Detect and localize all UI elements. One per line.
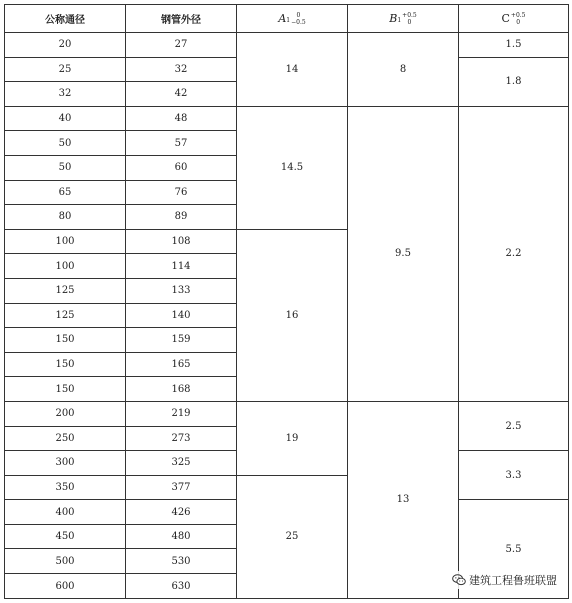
header-b [348, 5, 459, 33]
watermark [449, 571, 560, 589]
header-a [237, 5, 348, 33]
cell-od: 57 [126, 131, 237, 156]
cell-od: 108 [126, 229, 237, 254]
cell-od: 426 [126, 500, 237, 525]
cell-dn: 350 [5, 475, 126, 500]
cell-dn: 150 [5, 328, 126, 353]
cell-c: 1.5 [459, 33, 569, 58]
cell-dn: 80 [5, 205, 126, 230]
cell-dn: 500 [5, 549, 126, 574]
cell-dn: 65 [5, 180, 126, 205]
cell-od: 530 [126, 549, 237, 574]
header-a-sub: 1 [286, 16, 291, 24]
header-pipe-od: 钢管外径 [126, 5, 237, 33]
header-b-sub: 1 [397, 16, 402, 24]
header-a-main: A [278, 11, 287, 25]
header-a-lower: −0.5 [291, 18, 306, 26]
cell-b: 13 [348, 401, 459, 598]
cell-od: 133 [126, 278, 237, 303]
cell-od: 273 [126, 426, 237, 451]
cell-a: 14.5 [237, 106, 348, 229]
cell-b: 8 [348, 33, 459, 107]
cell-dn: 40 [5, 106, 126, 131]
header-b-upper: +0.5 [402, 11, 417, 19]
header-row [5, 5, 569, 33]
cell-od: 480 [126, 524, 237, 549]
wechat-icon [452, 573, 466, 587]
cell-a: 25 [237, 475, 348, 598]
cell-b: 9.5 [348, 106, 459, 401]
header-b-main: B [389, 11, 398, 25]
cell-dn: 25 [5, 57, 126, 82]
table-row [5, 106, 569, 131]
header-a-upper: 0 [296, 11, 301, 19]
header-c [459, 5, 569, 33]
cell-od: 60 [126, 155, 237, 180]
dimension-table [4, 4, 569, 599]
cell-dn: 200 [5, 401, 126, 426]
cell-od: 48 [126, 106, 237, 131]
watermark-text: 建筑工程鲁班联盟 [469, 574, 557, 587]
cell-od: 89 [126, 205, 237, 230]
cell-dn: 50 [5, 155, 126, 180]
cell-dn: 600 [5, 574, 126, 599]
cell-od: 114 [126, 254, 237, 279]
cell-dn: 300 [5, 451, 126, 476]
cell-dn: 50 [5, 131, 126, 156]
cell-a: 16 [237, 229, 348, 401]
cell-od: 76 [126, 180, 237, 205]
cell-od: 27 [126, 33, 237, 58]
header-c-main: C [501, 11, 510, 25]
cell-c: 2.5 [459, 401, 569, 450]
cell-od: 630 [126, 574, 237, 599]
cell-od: 325 [126, 451, 237, 476]
cell-dn: 150 [5, 377, 126, 402]
cell-c: 3.3 [459, 451, 569, 500]
cell-c: 2.2 [459, 106, 569, 401]
cell-dn: 125 [5, 303, 126, 328]
cell-dn: 20 [5, 33, 126, 58]
cell-od: 168 [126, 377, 237, 402]
cell-od: 165 [126, 352, 237, 377]
cell-dn: 450 [5, 524, 126, 549]
cell-od: 140 [126, 303, 237, 328]
cell-dn: 400 [5, 500, 126, 525]
cell-od: 32 [126, 57, 237, 82]
cell-dn: 100 [5, 229, 126, 254]
cell-dn: 250 [5, 426, 126, 451]
cell-a: 14 [237, 33, 348, 107]
cell-a: 19 [237, 401, 348, 475]
cell-od: 42 [126, 82, 237, 107]
table-row [5, 401, 569, 426]
header-c-lower: 0 [516, 18, 521, 26]
cell-dn: 32 [5, 82, 126, 107]
header-nominal-diameter: 公称通径 [5, 5, 126, 33]
header-c-upper: +0.5 [510, 11, 526, 19]
cell-od: 159 [126, 328, 237, 353]
cell-c: 1.8 [459, 57, 569, 106]
header-b-lower: 0 [407, 18, 412, 26]
cell-dn: 100 [5, 254, 126, 279]
cell-dn: 150 [5, 352, 126, 377]
cell-dn: 125 [5, 278, 126, 303]
cell-od: 377 [126, 475, 237, 500]
table-row [5, 33, 569, 58]
cell-c: 5.5 [459, 500, 569, 599]
cell-od: 219 [126, 401, 237, 426]
